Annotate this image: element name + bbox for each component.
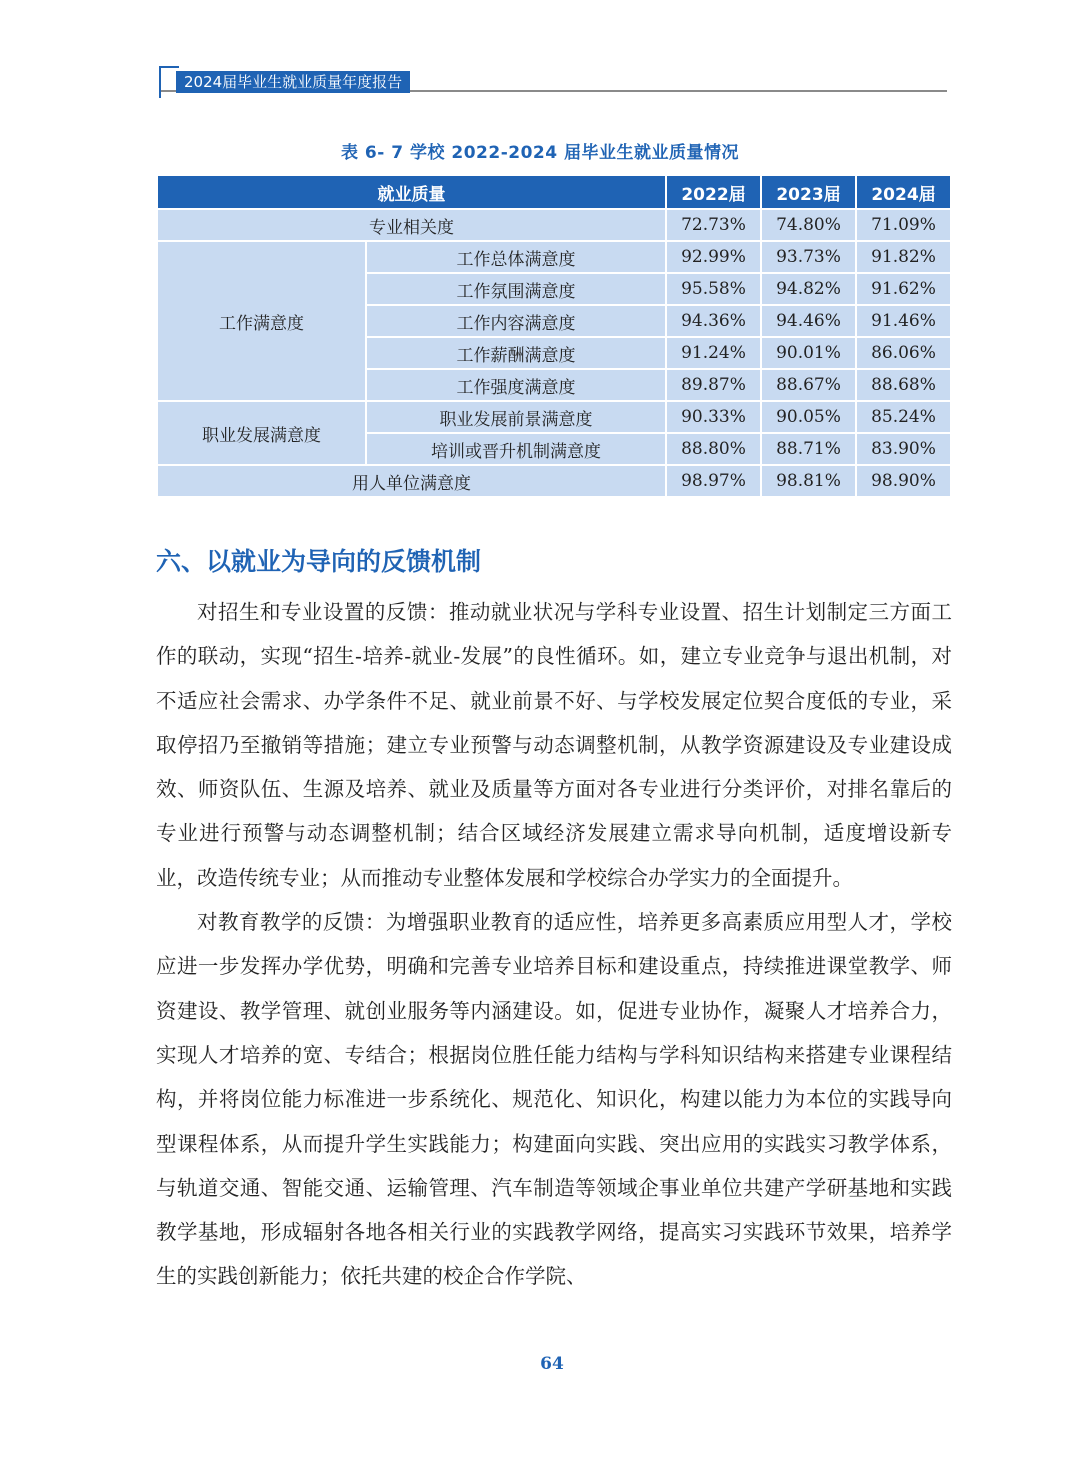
header-quality: 就业质量	[158, 176, 665, 208]
value-cell: 94.82%	[762, 274, 855, 304]
value-cell: 88.80%	[667, 434, 760, 464]
value-cell: 83.90%	[857, 434, 950, 464]
row-label: 用人单位满意度	[158, 466, 665, 496]
header-2023: 2023届	[762, 176, 855, 208]
value-cell: 89.87%	[667, 370, 760, 400]
page-number: 64	[540, 1354, 564, 1374]
value-cell: 71.09%	[857, 210, 950, 240]
row-label: 培训或晋升机制满意度	[367, 434, 665, 464]
table-caption: 表 6- 7 学校 2022-2024 届毕业生就业质量情况	[341, 143, 739, 163]
value-cell: 86.06%	[857, 338, 950, 368]
row-label: 工作内容满意度	[367, 306, 665, 336]
row-label: 工作氛围满意度	[367, 274, 665, 304]
row-label: 工作总体满意度	[367, 242, 665, 272]
value-cell: 91.46%	[857, 306, 950, 336]
value-cell: 85.24%	[857, 402, 950, 432]
report-header-title: 2024届毕业生就业质量年度报告	[176, 71, 410, 93]
header-2022: 2022届	[667, 176, 760, 208]
paragraph: 对教育教学的反馈：为增强职业教育的适应性，培养更多高素质应用型人才，学校应进一步发挥办学优势，明确和完善专业培养目标和建设重点，持续推进课堂教学、师资建设、教学管理、就创业服务等内涵建设。如，促进专业协作，凝聚人才培养合力，实现人才培养的宽、专结合；根据岗位胜任能力结构与学科知识结构来搭建专业课程结构，并将岗位能力标准进一步系统化、规范化、知识化，构建以能力为本位的实践导向型课程体系，从而提升学生实践能力；构建面向实践、突出应用的实践实习教学体系，与轨道交通、智能交通、运输管理、汽车制造等领域企事业单位共建产学研基地和实践教学基地，形成辐射各地各相关行业的实践教学网络，提高实习实践环节效果，培养学生的实践创新能力；依托共建的校企合作学院、	[156, 910, 952, 1289]
value-cell: 91.82%	[857, 242, 950, 272]
value-cell: 88.67%	[762, 370, 855, 400]
table-row	[158, 210, 950, 240]
group-label-work: 工作满意度	[158, 242, 365, 400]
row-label: 工作薪酬满意度	[367, 338, 665, 368]
value-cell: 90.01%	[762, 338, 855, 368]
section-heading: 六、以就业为导向的反馈机制	[156, 547, 482, 576]
table-row	[158, 466, 950, 496]
value-cell: 91.62%	[857, 274, 950, 304]
value-cell: 91.24%	[667, 338, 760, 368]
table-row	[158, 242, 950, 272]
value-cell: 72.73%	[667, 210, 760, 240]
table-row	[158, 402, 950, 432]
value-cell: 74.80%	[762, 210, 855, 240]
header-2024: 2024届	[857, 176, 950, 208]
value-cell: 95.58%	[667, 274, 760, 304]
section-body	[156, 590, 952, 1299]
paragraph: 对招生和专业设置的反馈：推动就业状况与学科专业设置、招生计划制定三方面工作的联动，实现“招生-培养-就业-发展”的良性循环。如，建立专业竞争与退出机制，对不适应社会需求、办学条件不足、就业前景不好、与学校发展定位契合度低的专业，采取停招乃至撤销等措施；建立专业预警与动态调整机制，从教学资源建设及专业建设成效、师资队伍、生源及培养、就业及质量等方面对各专业进行分类评价，对排名靠后的专业进行预警与动态调整机制；结合区域经济发展建立需求导向机制，适度增设新专业，改造传统专业；从而推动专业整体发展和学校综合办学实力的全面提升。	[156, 600, 952, 890]
value-cell: 98.81%	[762, 466, 855, 496]
group-label-career: 职业发展满意度	[158, 402, 365, 464]
employment-quality-table	[156, 174, 952, 498]
row-label: 职业发展前景满意度	[367, 402, 665, 432]
table-header-row	[158, 176, 950, 208]
value-cell: 90.05%	[762, 402, 855, 432]
value-cell: 88.68%	[857, 370, 950, 400]
row-label: 工作强度满意度	[367, 370, 665, 400]
value-cell: 93.73%	[762, 242, 855, 272]
row-label: 专业相关度	[158, 210, 665, 240]
value-cell: 92.99%	[667, 242, 760, 272]
value-cell: 90.33%	[667, 402, 760, 432]
value-cell: 88.71%	[762, 434, 855, 464]
value-cell: 98.97%	[667, 466, 760, 496]
value-cell: 94.36%	[667, 306, 760, 336]
value-cell: 94.46%	[762, 306, 855, 336]
value-cell: 98.90%	[857, 466, 950, 496]
